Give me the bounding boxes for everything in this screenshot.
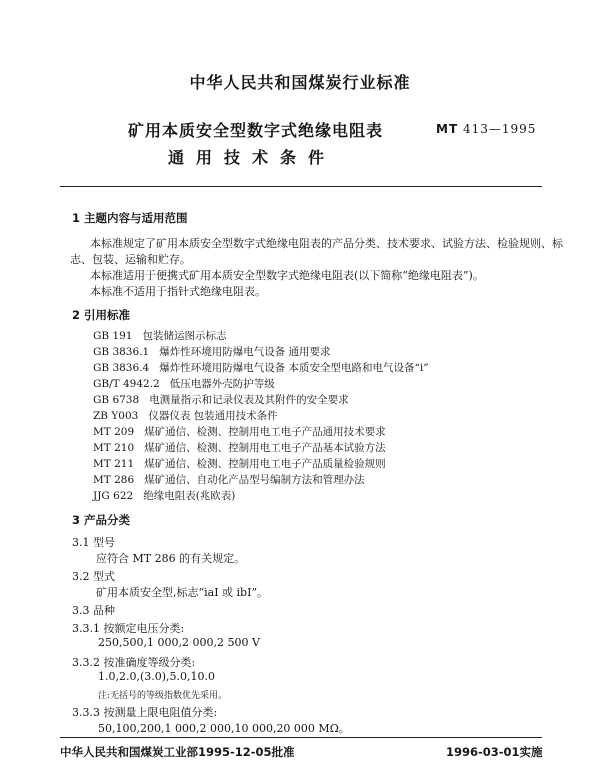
subsection-3-3-heading: 3.3 品种	[72, 604, 115, 617]
subsection-3-3-2-note: 注:无括号的等级指数优先采用。	[98, 691, 228, 701]
standard-number	[436, 122, 536, 136]
reference-item	[93, 408, 278, 423]
reference-code: GB 3836.1	[93, 346, 150, 358]
subsection-3-2-text: 矿用本质安全型,标志“iaI 或 ibI”。	[96, 586, 269, 599]
subsection-3-1-text: 应符合 MT 286 的有关规定。	[96, 552, 246, 565]
reference-title: 爆炸性环境用防爆电气设备 本质安全型电路和电气设备“i”	[159, 362, 429, 374]
reference-item	[93, 344, 331, 359]
subsection-3-3-2-heading: 3.3.2 按准确度等级分类:	[72, 656, 196, 669]
section-1-paragraph-2: 本标准适用于便携式矿用本质安全型数字式绝缘电阻表(以下简称“绝缘电阻表”)。	[90, 269, 484, 282]
reference-title: 煤矿通信、检测、控制用电工电子产品质量检验规则	[144, 458, 386, 470]
subsection-3-1-heading: 3.1 型号	[72, 536, 115, 549]
reference-code: GB/T 4942.2	[93, 378, 160, 390]
reference-title: 煤矿通信、检测、控制用电工电子产品基本试验方法	[144, 442, 386, 454]
reference-code: JJG 622	[93, 490, 134, 502]
reference-code: MT 286	[93, 474, 135, 486]
implementation-date: 1996-03-01实施	[446, 745, 543, 759]
subsection-3-3-2-text: 1.0,2.0,(3.0),5.0,10.0	[98, 670, 216, 683]
reference-title: 仪器仪表 包装通用技术条件	[148, 410, 278, 422]
document-subtitle: 通用技术条件	[168, 148, 337, 167]
reference-title: 绝缘电阻表(兆欧表)	[143, 490, 236, 502]
reference-item	[93, 360, 429, 375]
reference-code: GB 3836.4	[93, 362, 150, 374]
subsection-3-3-3-heading: 3.3.3 按测量上限电阻值分类:	[72, 706, 218, 719]
reference-item	[93, 440, 386, 455]
subsection-3-2-heading: 3.2 型式	[72, 570, 115, 583]
section-2-heading: 2 引用标准	[72, 308, 131, 322]
reference-item	[93, 376, 275, 391]
reference-code: MT 209	[93, 426, 135, 438]
reference-title: 低压电器外壳防护等级	[169, 378, 275, 390]
issuing-organization: 中华人民共和国煤炭行业标准	[189, 73, 411, 92]
standard-number-value: 413—1995	[462, 122, 537, 136]
document-title: 矿用本质安全型数字式绝缘电阻表	[128, 121, 384, 140]
reference-item	[93, 456, 386, 471]
reference-item	[93, 392, 349, 407]
reference-code: MT 211	[93, 458, 135, 470]
reference-code: GB 6738	[93, 394, 140, 406]
reference-title: 爆炸性环境用防爆电气设备 通用要求	[159, 346, 331, 358]
subsection-3-3-1-text: 250,500,1 000,2 000,2 500 V	[98, 636, 260, 649]
reference-item	[93, 488, 235, 503]
reference-title: 煤矿通信、检测、控制用电工电子产品通用技术要求	[144, 426, 386, 438]
reference-code: GB 191	[93, 330, 133, 342]
standard-code: MT	[436, 122, 459, 136]
subsection-3-3-3-text: 50,100,200,1 000,2 000,10 000,20 000 MΩ。	[98, 722, 350, 735]
section-1-paragraph-1-line-1: 本标准规定了矿用本质安全型数字式绝缘电阻表的产品分类、技术要求、试验方法、检验规则、标	[90, 237, 563, 250]
top-divider	[60, 186, 542, 187]
section-1-heading: 1 主题内容与适用范围	[72, 211, 188, 225]
reference-code: ZB Y003	[93, 410, 139, 422]
section-1-paragraph-1-line-2: 志、包装、运输和贮存。	[70, 253, 191, 266]
reference-title: 煤矿通信、自动化产品型号编制方法和管理办法	[144, 474, 365, 486]
reference-code: MT 210	[93, 442, 135, 454]
reference-item	[93, 472, 365, 487]
reference-item	[93, 328, 227, 343]
reference-item	[93, 424, 386, 439]
section-3-heading: 3 产品分类	[72, 513, 131, 527]
subsection-3-3-1-heading: 3.3.1 按额定电压分类:	[72, 622, 185, 635]
bottom-divider	[60, 737, 542, 738]
section-1-paragraph-3: 本标准不适用于指针式绝缘电阻表。	[90, 285, 266, 298]
approval-line: 中华人民共和国煤炭工业部1995-12-05批准	[60, 745, 295, 759]
reference-title: 包装储运图示标志	[142, 330, 227, 342]
reference-title: 电测量指示和记录仪表及其附件的安全要求	[149, 394, 349, 406]
